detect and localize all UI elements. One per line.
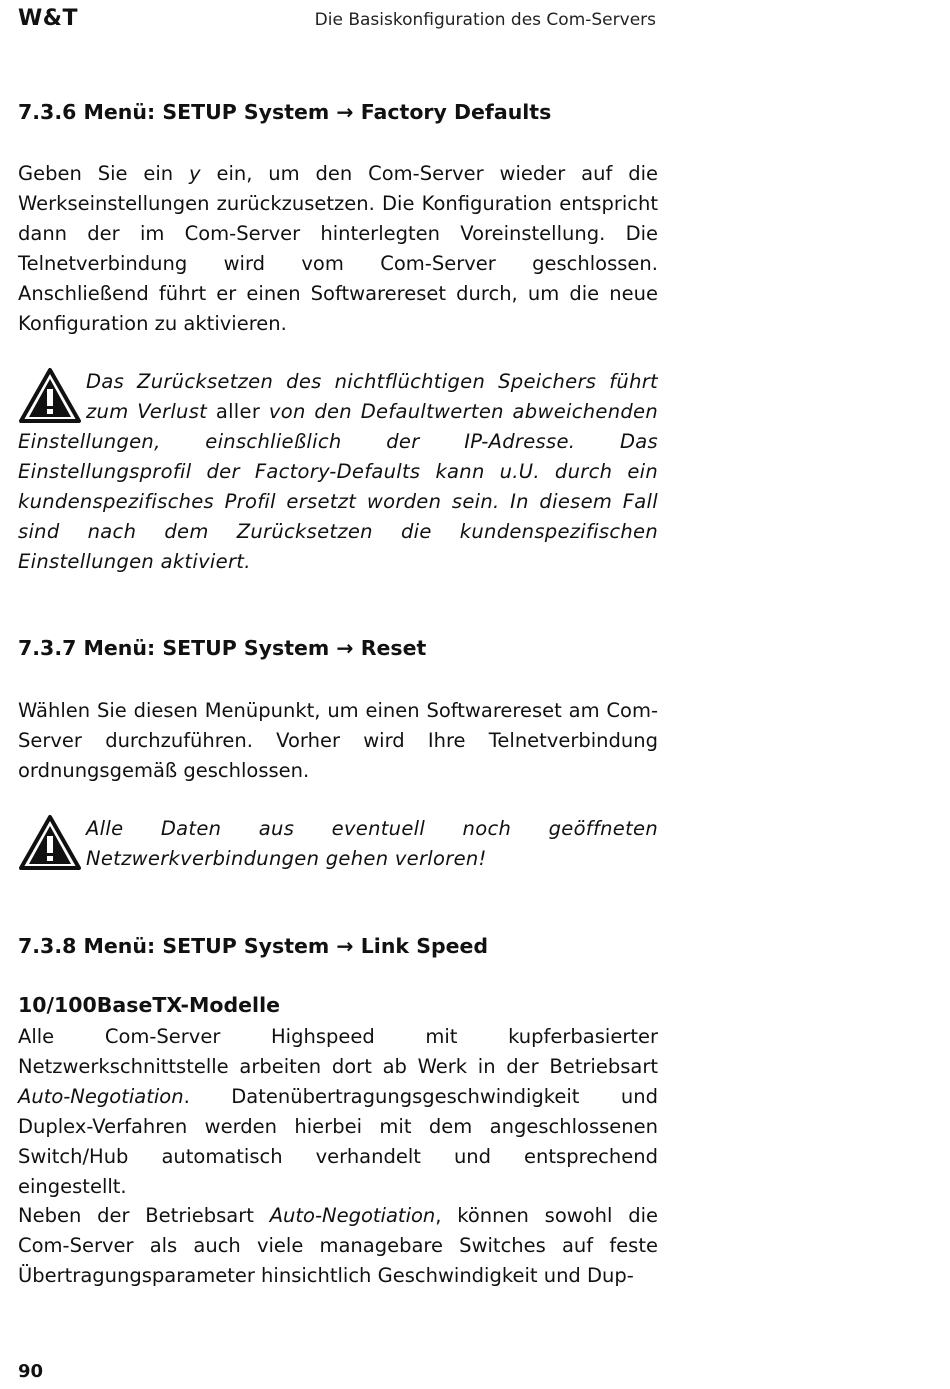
paragraph-link-speed-1 [18,1022,658,1202]
warning-triangle-icon [18,367,82,425]
warning-factory-defaults [18,367,658,577]
warning-text: von den Defaultwerten abweichenden Einstellungen, einschließlich der IP-Adresse. Das Einstellungsprofil der Factory-Defaults kann u.U. durch ein kundenspezifisches Profil ersetzt worden sein. In diesem Fall sind nach dem Zurücksetzen die kundenspezifischen Einstellungen aktiviert. [18,400,658,573]
brand-logo: W&T [18,6,78,31]
subheading-10-100basetx: 10/100BaseTX-Modelle [18,993,281,1017]
heading-link-speed: 7.3.8 Menü: SETUP System → Link Speed [18,934,489,958]
warning-text: Alle Daten aus eventuell noch geöffneten Netzwerkverbindungen gehen verloren! [86,817,658,870]
term-auto-negotiation: Auto-Negotiation [18,1085,184,1108]
paragraph-link-speed-2 [18,1201,658,1291]
text-segment: Geben Sie ein [18,162,190,185]
text-segment: Neben der Betriebsart [18,1204,270,1227]
paragraph-reset [18,696,658,786]
text-segment: Wählen Sie diesen Menüpunkt, um einen Softwarereset am Com-Server durchzuführen. Vorher wird Ihre Telnetverbindung ordnungsgemäß geschlossen. [18,699,658,782]
text-segment: , können sowohl die Com-Server als auch viele managebare Switches auf feste Übertragungsparameter hinsichtlich Geschwindigkeit und Dup- [18,1204,658,1287]
text-segment: Alle Com-Server Highspeed mit kupferbasierter Netzwerkschnittstelle arbeiten dort ab Werk in der Betriebsart [18,1025,658,1078]
text-segment: . Datenübertragungsgeschwindigkeit und Duplex-Verfahren werden hierbei mit dem angeschlossenen Switch/Hub automatisch verhandelt und entsprechend eingestellt. [18,1085,658,1198]
warning-triangle-icon [18,814,82,872]
text-segment: ein, um den Com-Server wieder auf die Werkseinstellungen zurückzusetzen. Die Konfiguration entspricht dann der im Com-Server hinterlegten Voreinstellung. Die Telnetverbindung wird vom Com-Server geschlossen. Anschließend führt er einen Softwarereset durch, um die neue Konfiguration zu aktivieren. [18,162,658,335]
paragraph-factory-defaults [18,159,658,339]
heading-reset: 7.3.7 Menü: SETUP System → Reset [18,636,427,660]
warning-reset [18,814,658,874]
term-auto-negotiation: Auto-Negotiation [269,1204,436,1227]
warning-text: Das Zurücksetzen des nichtflüchtigen Speichers führt zum Verlust [86,370,658,423]
warning-emphasis: aller [215,400,261,423]
page-number: 90 [18,1361,44,1382]
running-title: Die Basiskonfiguration des Com-Servers [314,10,656,30]
key-y: y [189,162,201,185]
heading-factory-defaults: 7.3.6 Menü: SETUP System → Factory Defaults [18,100,552,124]
